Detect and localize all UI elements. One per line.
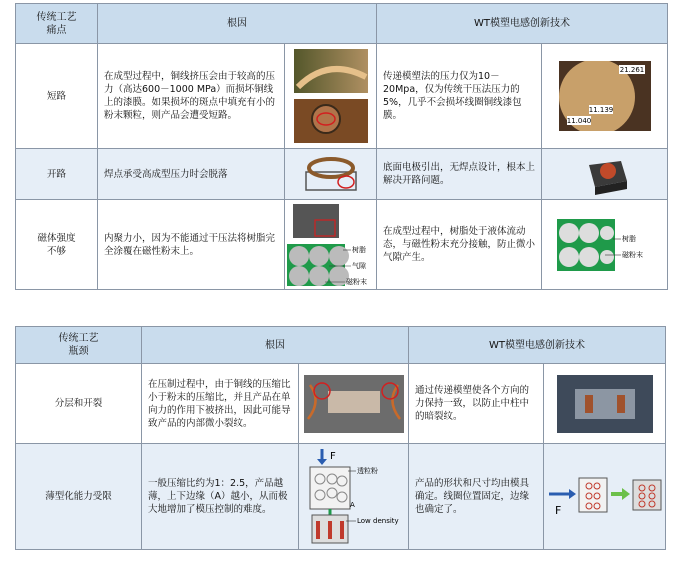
label-powder: 透粒粉 [356, 466, 378, 475]
solution-text: 底面电极引出，无焊点设计，根本上解决开路问题。 [377, 149, 542, 200]
resin-powder-diagram [555, 215, 655, 275]
powder-gap-diagram [285, 202, 377, 288]
measure-label-1: 21.261 [619, 66, 644, 74]
crack-crosssection-photo [302, 371, 406, 437]
cause-image [285, 149, 377, 200]
table-1 [15, 3, 668, 290]
compression-diagram [302, 447, 406, 547]
header-solution: WT模塑电感创新技术 [409, 327, 666, 364]
pain-label: 磁体强度 不够 [16, 200, 98, 290]
table-row [16, 200, 668, 290]
header-cause: 根因 [142, 327, 409, 364]
cause-text: 在成型过程中，铜线挤压会由于较高的压力（高达600－1000 MPa）而损坏铜线上的漆膜。如果损坏的斑点中填充有小的粉末颗粒，则产品会遭受短路。 [98, 44, 285, 149]
solution-text: 在成型过程中，树脂处于液体流动态，与磁性粉末充分接触，防止微小气隙产生。 [377, 200, 542, 290]
coil-crosssection-photo [559, 61, 651, 131]
header-pain: 传统工艺 痛点 [16, 4, 98, 44]
cause-image [299, 364, 409, 444]
cause-text: 一般压缩比约为1：2.5，产品越薄，上下边缘（A）越小，从而极大地增加了模压控制的难度。 [142, 444, 299, 550]
table-row [16, 149, 668, 200]
pain-label: 短路 [16, 44, 98, 149]
label-a: A [349, 500, 355, 509]
label-force: F [329, 450, 336, 462]
solution-text: 通过传递模塑使各个方向的力保持一致，以防止中柱中的暗裂纹。 [409, 364, 544, 444]
solution-image [542, 200, 668, 290]
header-cause: 根因 [98, 4, 377, 44]
measure-label-2: 11.139 [588, 106, 613, 114]
cause-text: 焊点承受高成型压力时会脱落 [98, 149, 285, 200]
label-air-gap: 气隙 [352, 261, 366, 270]
pain-label: 开路 [16, 149, 98, 200]
cause-image [285, 200, 377, 290]
solution-image [544, 444, 666, 550]
solder-joint-icon [296, 152, 366, 196]
table-1-header-row [16, 4, 668, 44]
table-2-header-row [16, 327, 666, 364]
molded-crosssection-photo [557, 375, 653, 433]
label-force: F [554, 503, 561, 517]
label-magnetic-powder: 磁粉末 [621, 250, 643, 259]
cause-image [285, 44, 377, 149]
label-resin: 树脂 [352, 245, 366, 254]
label-low-density: Low density [356, 516, 399, 525]
header-solution: WT模塑电感创新技术 [377, 4, 668, 44]
molded-inductor-icon [575, 151, 635, 197]
header-bottleneck: 传统工艺 瓶颈 [16, 327, 142, 364]
table-row [16, 364, 666, 444]
solution-text: 传递模塑法的压力仅为10－20Mpa，仅为传统干压法压力的5%，几乎不会损坏线圈铜线漆包膜。 [377, 44, 542, 149]
cause-text: 在压制过程中，由于铜线的压缩比小于粉末的压缩比，并且产品在单向力的作用下被挤出，因此可能导致产品的内部微小裂纹。 [142, 364, 299, 444]
solution-text: 产品的形状和尺寸均由模具确定。线圈位置固定，边缘也确定了。 [409, 444, 544, 550]
label-magnetic-powder: 磁粉末 [346, 277, 367, 286]
cause-text: 内聚力小，因为不能通过干压法将树脂完全涂覆在磁性粉末上。 [98, 200, 285, 290]
solution-image [542, 44, 668, 149]
table-row [16, 444, 666, 550]
pain-label: 薄型化能力受限 [16, 444, 142, 550]
table-2 [15, 326, 666, 550]
table-row [16, 44, 668, 149]
label-resin: 树脂 [621, 234, 636, 243]
solution-image [542, 149, 668, 200]
pain-label: 分层和开裂 [16, 364, 142, 444]
cause-image [299, 444, 409, 550]
measure-label-3: 11.040 [566, 117, 591, 125]
solution-image [544, 364, 666, 444]
wire-damage-photos [288, 47, 374, 145]
mold-position-diagram [547, 470, 663, 524]
